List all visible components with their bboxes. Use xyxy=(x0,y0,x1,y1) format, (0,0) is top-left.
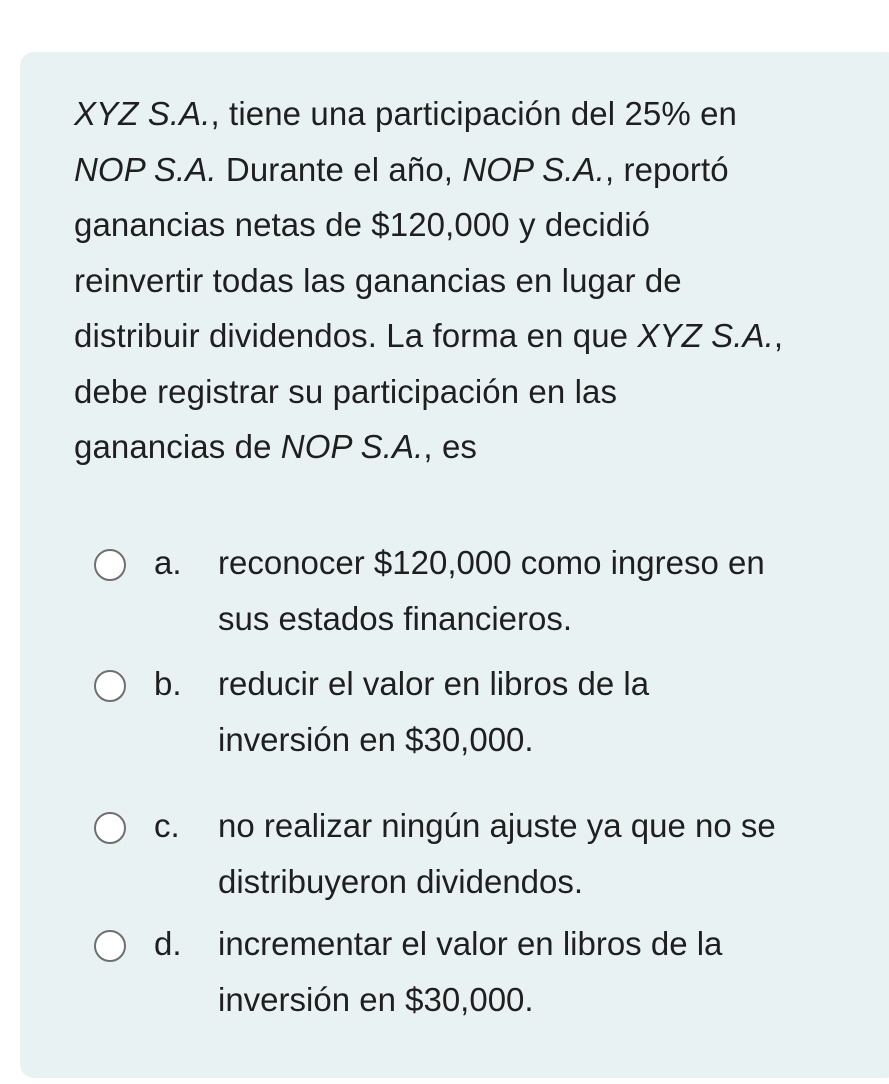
option-letter: d. xyxy=(154,925,182,962)
answer-option-b[interactable] xyxy=(0,665,889,779)
option-letter: a. xyxy=(154,544,182,581)
radio-button-c[interactable] xyxy=(94,812,126,844)
option-letter: b. xyxy=(154,665,182,702)
option-text: reducir el valor en libros de la inversión en $30,000. xyxy=(218,665,650,758)
company-name: NOP S.A. xyxy=(74,150,217,188)
question-line: ganancias netas de $120,000 y decidió xyxy=(74,206,651,243)
question-line: ganancias de NOP S.A., es xyxy=(74,428,478,465)
radio-button-a[interactable] xyxy=(94,549,126,581)
answer-option-a[interactable] xyxy=(0,544,889,658)
radio-button-d[interactable] xyxy=(94,930,126,962)
question-line: XYZ S.A., tiene una participación del 25% en xyxy=(74,95,737,132)
question-line: distribuir dividendos. La forma en que XYZ S.A., xyxy=(74,317,784,354)
question-text xyxy=(74,86,864,475)
option-letter: c. xyxy=(154,807,180,844)
question-line: debe registrar su participación en las xyxy=(74,372,618,410)
option-text: incrementar el valor en libros de la inversión en $30,000. xyxy=(218,925,723,1018)
question-line: NOP S.A. Durante el año, NOP S.A., reportó xyxy=(74,150,729,188)
radio-button-b[interactable] xyxy=(94,670,126,702)
answer-option-c[interactable] xyxy=(0,807,889,921)
company-name: NOP S.A. xyxy=(462,150,605,188)
option-text: no realizar ningún ajuste ya que no se distribuyeron dividendos. xyxy=(218,807,776,900)
answer-option-d[interactable] xyxy=(0,925,889,1039)
company-name: XYZ S.A. xyxy=(74,95,211,132)
company-name: NOP S.A. xyxy=(280,428,424,465)
question-line: reinvertir todas las ganancias en lugar de xyxy=(74,261,682,299)
option-text: reconocer $120,000 como ingreso en sus estados financieros. xyxy=(218,544,765,637)
company-name: XYZ S.A. xyxy=(637,317,774,354)
